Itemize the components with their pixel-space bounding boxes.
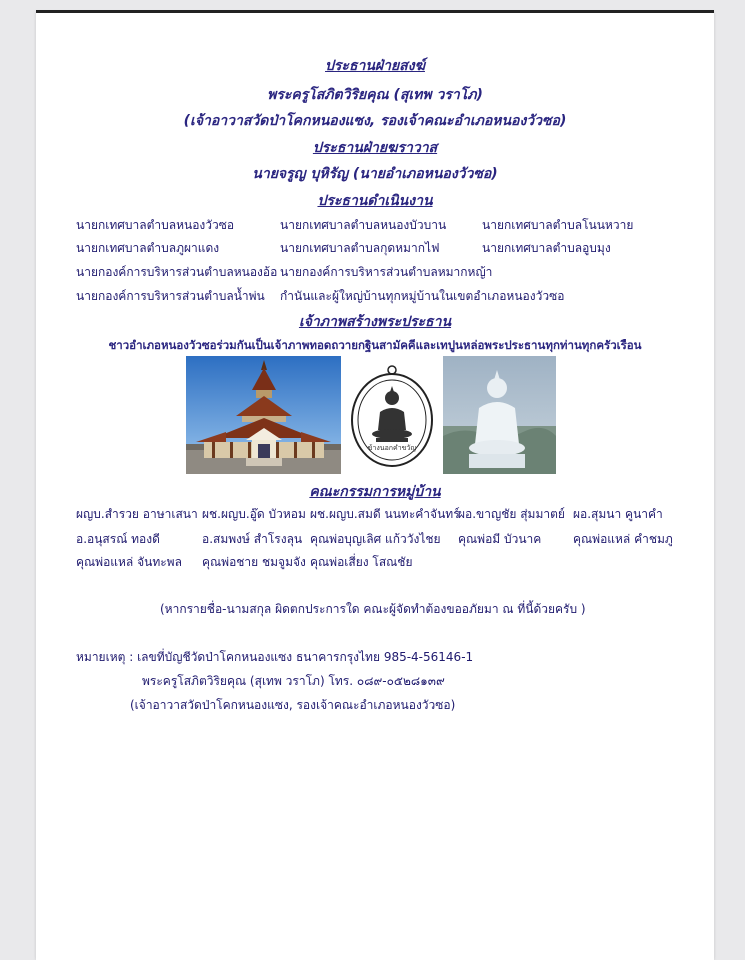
operations-member: นายกองค์การบริหารส่วนตำบลหนองอ้อ	[76, 265, 278, 279]
operations-member: นายกเทศบาลตำบลกุดหมากไฟ	[280, 241, 440, 255]
temple-image	[186, 356, 341, 474]
buddha-seal-image	[344, 356, 440, 474]
committee-member: ผอ.สุมนา คูนาคำ	[573, 507, 663, 521]
committee-member: ผญบ.สำรวย อาษาเสนา	[76, 507, 198, 521]
committee-member: คุณพ่อเสี่ยง โสณชัย	[310, 555, 413, 569]
apology-note: (หากรายชื่อ-นามสกุล ผิดตกประการใด คณะผู้จัดทำต้องขออภัยมา ณ ที่นี้ด้วยครับ )	[160, 602, 586, 616]
operations-member: นายกเทศบาลตำบลอูบมุง	[482, 241, 611, 255]
footnote-account: หมายเหตุ : เลขที่บัญชีวัดป่าโคกหนองแซง ธนาคารกรุงไทย 985-4-56146-1	[76, 650, 474, 664]
heading-operations-chair: ประธานดำเนินงาน	[317, 193, 433, 209]
heading-lay-chair: ประธานฝ่ายฆราวาส	[312, 140, 438, 156]
buddha-host-text: ชาวอำเภอหนองวัวซอร่วมกันเป็นเจ้าภาพทอดถวายกฐินสามัคคีและเทปูนหล่อพระประธานทุกท่านทุกครัวเรือน	[108, 338, 642, 352]
committee-member: คุณพ่อมี บัวนาค	[458, 532, 542, 546]
sangha-chair-role: (เจ้าอาวาสวัดป่าโคกหนองแซง, รองเจ้าคณะอำเภอหนองวัวซอ)	[183, 113, 567, 129]
committee-member: คุณพ่อแหล่ จันทะพล	[76, 555, 182, 569]
committee-member: ผช.ผญบ.อู๊ด บัวหอม	[202, 507, 306, 521]
committee-member: คุณพ่อแหล่ คำชมภู	[573, 532, 673, 546]
footnote-role: (เจ้าอาวาสวัดป่าโคกหนองแซง, รองเจ้าคณะอำเภอหนองวัวซอ)	[130, 698, 456, 712]
committee-member: อ.สมพงษ์ สำโรงลุน	[202, 532, 303, 546]
heading-sangha-chair: ประธานฝ่ายสงฆ์	[325, 58, 425, 74]
committee-member: คุณพ่อชาย ชมจูมจัง	[202, 555, 306, 569]
heading-buddha-host: เจ้าภาพสร้างพระประธาน	[298, 314, 452, 330]
operations-member: นายกเทศบาลตำบลหนองวัวซอ	[76, 218, 235, 232]
top-border-line	[36, 10, 714, 13]
operations-member: นายกเทศบาลตำบลภูผาแดง	[76, 241, 220, 255]
footnote-contact: พระครูโสภิตวิริยคุณ (สุเทพ วราโภ) โทร. ๐๘๙-๐๕๒๘๑๓๙	[142, 674, 445, 688]
operations-member: นายกเทศบาลตำบลโนนหวาย	[482, 218, 634, 232]
sangha-chair-name: พระครูโสภิตวิริยคุณ (สุเทพ วราโภ)	[267, 87, 483, 103]
operations-member: นายกองค์การบริหารส่วนตำบลน้ำพ่น	[76, 289, 265, 303]
buddha-statue-image	[443, 356, 556, 474]
committee-member: อ.อนุสรณ์ ทองดี	[76, 532, 160, 546]
operations-member: นายกองค์การบริหารส่วนตำบลหมากหญ้า	[280, 265, 493, 279]
lay-chair-name: นายจรูญ บุหิรัญ (นายอำเภอหนองวัวซอ)	[252, 166, 498, 182]
committee-member: ผช.ผญบ.สมดี นนทะคำจันทร์	[310, 507, 460, 521]
committee-member: คุณพ่อบุญเลิศ แก้ววังไชย	[310, 532, 441, 546]
seal-caption: ข้างนอกคำขวัญ	[367, 444, 417, 452]
committee-member: ผอ.ขาญชัย สุ่มมาตย์	[458, 507, 565, 521]
image-strip	[186, 356, 556, 474]
operations-member: นายกเทศบาลตำบลหนองบัวบาน	[280, 218, 447, 232]
operations-member: กำนันและผู้ใหญ่บ้านทุกหมู่บ้านในเขตอำเภอหนองวัวซอ	[280, 289, 565, 303]
heading-village-committee: คณะกรรมการหมู่บ้าน	[309, 484, 441, 500]
